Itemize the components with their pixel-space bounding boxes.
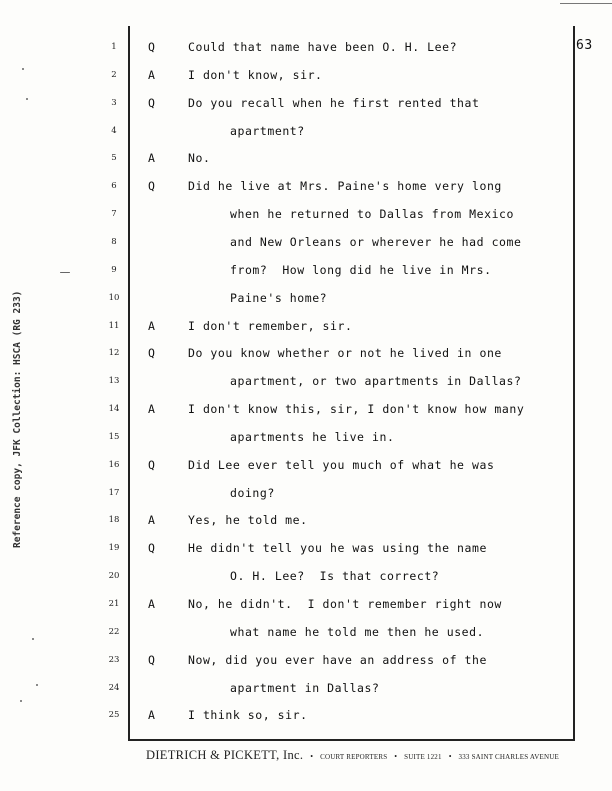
line-number: 12: [108, 348, 120, 359]
transcript-line: He didn't tell you he was using the name: [188, 541, 487, 556]
transcript-line: Do you recall when he first rented that: [188, 95, 480, 110]
footer-separator: •: [448, 752, 452, 761]
line-number: 11: [108, 320, 120, 331]
transcript-line: apartment in Dallas?: [230, 680, 380, 695]
speaker-label: A: [148, 318, 155, 333]
line-number: 4: [111, 125, 117, 136]
speaker-label: Q: [148, 541, 155, 556]
transcript-line: Now, did you ever have an address of the: [188, 652, 487, 667]
line-number: 5: [111, 153, 117, 164]
transcript-line: apartment, or two apartments in Dallas?: [230, 374, 522, 389]
transcript-line: O. H. Lee? Is that correct?: [230, 569, 440, 584]
transcript-line: Did he live at Mrs. Paine's home very long: [188, 179, 502, 194]
line-number: 22: [108, 626, 120, 637]
line-number: 15: [108, 431, 120, 442]
transcript-line: No, he didn't. I don't remember right now: [188, 597, 502, 611]
speaker-label: A: [148, 708, 155, 723]
line-number: 1: [111, 42, 117, 52]
line-number: 24: [108, 682, 120, 693]
transcript-line: No.: [188, 151, 211, 166]
scan-speck: [22, 68, 24, 70]
transcript-line: from? How long did he live in Mrs.: [230, 262, 492, 277]
line-number: 18: [108, 515, 120, 526]
speaker-label: Q: [148, 95, 155, 110]
line-number: 16: [108, 459, 120, 470]
line-number: 25: [108, 710, 120, 721]
speaker-label: A: [148, 402, 155, 417]
line-number: 17: [108, 487, 120, 498]
speaker-label: A: [148, 597, 155, 611]
speaker-label: A: [148, 513, 155, 528]
speaker-label: Q: [148, 652, 155, 667]
transcript-line: Yes, he told me.: [188, 513, 308, 528]
line-number: 9: [111, 264, 117, 275]
speaker-label: A: [148, 67, 155, 82]
transcript-line: what name he told me then he used.: [230, 624, 485, 639]
footer-address: 333 SAINT CHARLES AVENUE: [458, 753, 559, 761]
page-edge-mark: [560, 3, 612, 4]
transcript-line: Paine's home?: [230, 290, 328, 305]
line-number: 6: [111, 181, 117, 192]
line-number: 19: [108, 543, 120, 554]
page-footer: [146, 746, 586, 764]
line-number: 23: [108, 654, 120, 665]
transcript-line: Could that name have been O. H. Lee?: [188, 40, 458, 54]
transcript-line: I don't know, sir.: [188, 67, 323, 82]
archive-reference-note: Reference copy, JFK Collection: HSCA (RG 233): [12, 290, 23, 548]
scan-speck: [32, 638, 34, 640]
transcript-line: when he returned to Dallas from Mexico: [230, 207, 514, 222]
line-number: 20: [108, 571, 120, 582]
line-number: 3: [111, 97, 117, 108]
transcript-line: doing?: [230, 485, 275, 500]
transcript-line: apartment?: [230, 123, 305, 138]
speaker-label: Q: [148, 179, 155, 194]
line-number: 7: [111, 209, 117, 220]
transcript-line: I think so, sir.: [188, 708, 308, 723]
footer-suite: SUITE 1221: [404, 753, 442, 761]
transcript-line: and New Orleans or wherever he had come: [230, 234, 522, 249]
transcript-line: I don't remember, sir.: [188, 318, 353, 333]
transcript-line: Do you know whether or not he lived in one: [188, 346, 502, 361]
footer-separator: •: [310, 752, 314, 761]
transcript-line: I don't know this, sir, I don't know how many: [188, 402, 525, 417]
scan-speck: [20, 700, 22, 702]
transcript-line: apartments he live in.: [230, 429, 395, 444]
speaker-label: A: [148, 151, 155, 166]
transcript-line: Did Lee ever tell you much of what he was: [188, 457, 495, 472]
scan-speck: [60, 272, 70, 273]
line-number: 14: [108, 404, 120, 415]
footer-firm-name: DIETRICH & PICKETT, Inc.: [146, 748, 304, 762]
scan-speck: [36, 684, 38, 686]
line-number: 21: [108, 599, 120, 609]
footer-separator: •: [394, 752, 398, 761]
page-number: 63: [576, 38, 593, 53]
footer-court-reporters: COURT REPORTERS: [320, 753, 388, 761]
line-number: 2: [111, 69, 117, 80]
speaker-label: Q: [148, 457, 155, 472]
scan-speck: [26, 98, 28, 100]
speaker-label: Q: [148, 40, 155, 54]
line-number: 13: [108, 376, 120, 387]
speaker-label: Q: [148, 346, 155, 361]
line-number: 8: [111, 236, 117, 247]
line-number: 10: [108, 292, 120, 303]
